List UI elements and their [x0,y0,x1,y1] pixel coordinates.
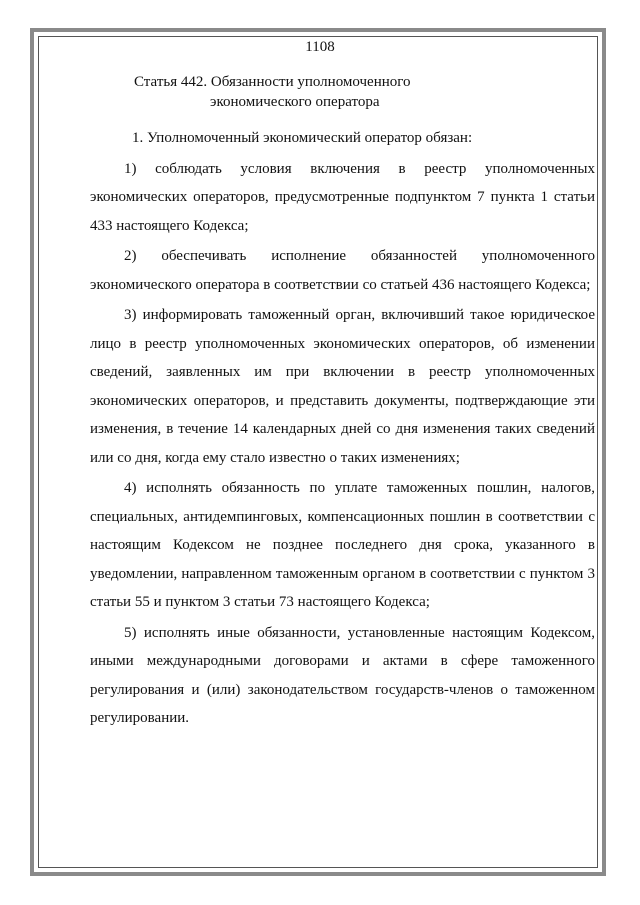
page-number: 1108 [305,39,335,55]
article-body [90,124,595,735]
clause-item-1: 1) соблюдать условия включения в реестр уполномоченных экономических операторов, предусмотренные подпунктом 7 пункта 1 статьи 433 настоящего Кодекса; [90,160,595,234]
article-title [0,72,640,112]
article-title-line-2: экономического оператора [210,94,380,110]
clause-intro: 1. Уполномоченный экономический оператор обязан: [132,130,473,146]
clause-item-3: 3) информировать таможенный орган, включивший такое юридическое лицо в реестр уполномоченных экономических операторов, об изменении сведений, заявленных им при включении в реестр уполномоченных экономических операторов, и представить документы, подтверждающие эти изменения, в течение 14 календарных дней со дня изменения таких сведений или со дня, когда ему стало известно о таких изменениях; [90,307,595,466]
clause-item-5: 5) исполнять иные обязанности, установленные настоящим Кодексом, иными международными договорами и актами в сфере таможенного регулирования и (или) законодательством государств-членов о таможенном регулировании. [90,624,595,726]
article-title-line-1: Статья 442. Обязанности уполномоченного [134,74,411,90]
clause-item-4: 4) исполнять обязанность по уплате таможенных пошлин, налогов, специальных, антидемпинговых, компенсационных пошлин в соответствии с настоящим Кодексом не позднее последнего дня срока, указанного в уведомлении, направленном таможенным органом в соответствии с пунктом 3 статьи 55 и пунктом 3 статьи 73 настоящего Кодекса; [90,480,595,610]
clause-item-2: 2) обеспечивать исполнение обязанностей уполномоченного экономического оператора в соответствии со статьей 436 настоящего Кодекса; [90,248,595,293]
